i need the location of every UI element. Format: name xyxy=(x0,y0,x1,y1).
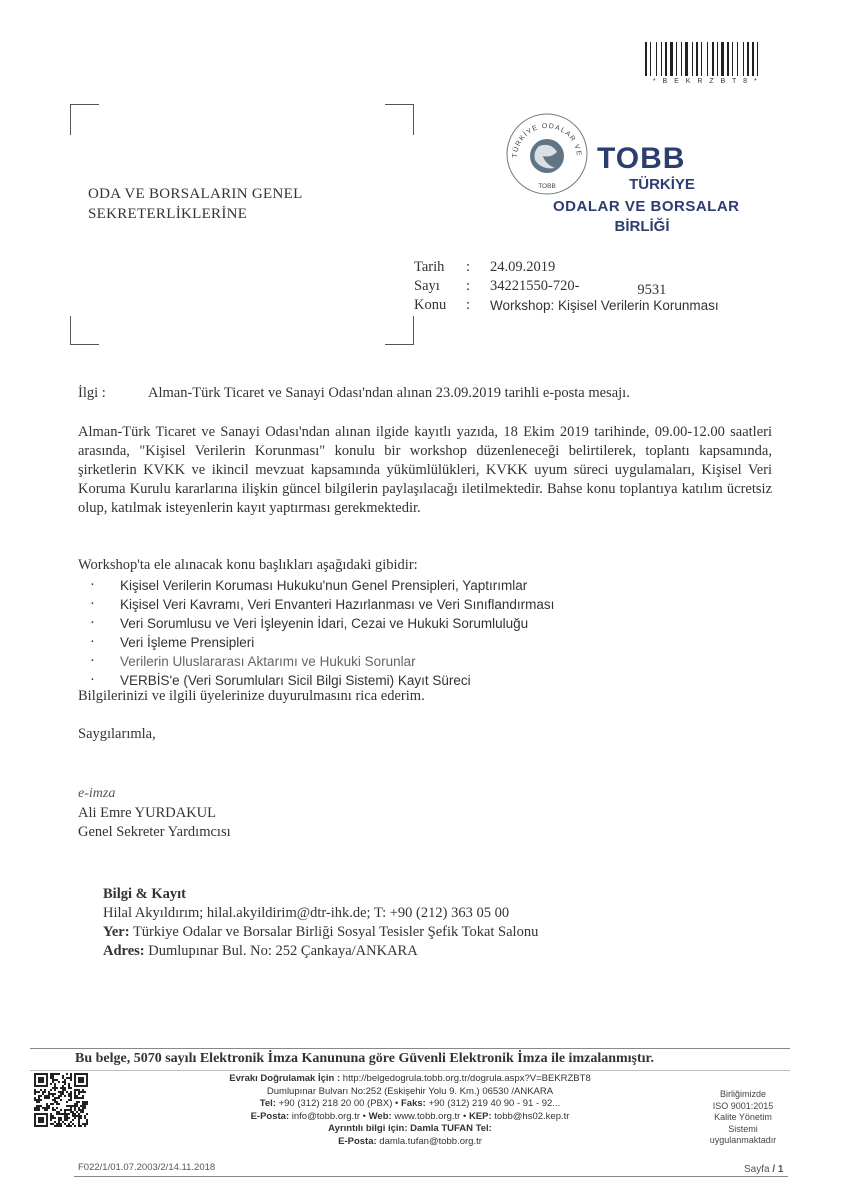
meta-subject-value: Workshop: Kişisel Verilerin Korunması xyxy=(490,298,719,313)
list-item: · Veri Sorumlusu ve Veri İşleyenin İdari, Cezai ve Hukuki Sorumluluğu xyxy=(78,614,554,633)
barcode-bar xyxy=(727,42,729,76)
meta-number-value: 34221550-720- xyxy=(490,278,580,294)
verify-link[interactable]: http://belgedogrula.tobb.org.tr/dogrula.aspx?V=BEKRZBT8 xyxy=(342,1073,591,1084)
barcode-bar xyxy=(745,42,746,76)
tobb-seal-icon xyxy=(505,112,589,196)
info-contact: Hilal Akyıldırım; hilal.akyildirim@dtr-ihk.de; T: +90 (212) 363 05 00 xyxy=(103,905,510,921)
barcode-bar xyxy=(757,42,758,76)
recipient-line1: ODA VE BORSALARIN GENEL xyxy=(88,186,303,202)
barcode-bar xyxy=(683,42,684,76)
barcode-bar xyxy=(717,42,718,76)
tobb-line3: BİRLİĞİ xyxy=(614,218,670,235)
meta-subject-label: Konu xyxy=(414,297,447,313)
footer-bottom-divider xyxy=(74,1176,788,1177)
meta-date-label: Tarih xyxy=(414,259,445,275)
list-item: · Kişisel Veri Kavramı, Veri Envanteri Hazırlanması ve Veri Sınıflandırması xyxy=(78,595,554,614)
footer-tel: +90 (312) 218 20 00 (PBX) xyxy=(278,1098,393,1109)
barcode-bar xyxy=(696,42,698,76)
info-address-row xyxy=(103,942,538,961)
barcode-bar xyxy=(715,42,716,76)
bullet-icon: · xyxy=(90,615,95,631)
reference-text: Alman-Türk Ticaret ve Sanayi Odası'ndan alınan 23.09.2019 tarihli e-posta mesajı. xyxy=(148,385,630,401)
meta-date-row: Tarih : 24.09.2019 xyxy=(414,259,556,275)
footer-contact-person: Damla TUFAN Tel: xyxy=(410,1123,492,1134)
bullet-icon: · xyxy=(90,672,95,688)
info-heading: Bilgi & Kayıt xyxy=(103,886,186,902)
barcode-bars xyxy=(645,42,767,76)
barcode-bar xyxy=(681,42,682,76)
barcode-text: * B E K R Z B T 8 * xyxy=(652,78,760,85)
address-corner-top-right xyxy=(385,104,414,135)
topics-list xyxy=(78,576,554,690)
barcode-bar xyxy=(694,42,695,76)
reference-label: İlgi : xyxy=(78,385,106,401)
e-signature-notice: Bu belge, 5070 sayılı Elektronik İmza Kanununa göre Güvenli Elektronik İmza ile imzalanmıştır. xyxy=(75,1051,654,1066)
barcode-bar xyxy=(658,42,660,76)
meta-number-label: Sayı xyxy=(414,278,440,294)
info-place-row xyxy=(103,923,538,942)
barcode-bar xyxy=(732,42,733,76)
svg-text:TÜRKİYE ODALAR VE BORSALAR BİR: TÜRKİYE ODALAR VE xyxy=(511,122,583,159)
barcode-bar xyxy=(665,42,667,76)
list-item: · Veri İşleme Prensipleri xyxy=(78,633,554,652)
footer-email[interactable]: info@tobb.org.tr xyxy=(291,1110,361,1122)
info-place-value: Türkiye Odalar ve Borsalar Birliği Sosyal Tesisler Şefik Tokat Salonu xyxy=(132,924,539,940)
footer-fax: +90 (312) 219 40 90 - 91 - 92... xyxy=(428,1098,561,1109)
barcode-bar xyxy=(707,42,708,76)
info-address-label: Adres: xyxy=(103,943,145,959)
list-item: · Kişisel Verilerin Koruması Hukuku'nun Genel Prensipleri, Yaptırımlar xyxy=(78,576,554,595)
barcode-bar xyxy=(685,42,688,76)
barcode-bar xyxy=(739,42,742,76)
signer-title: Genel Sekreter Yardımcısı xyxy=(78,824,231,840)
barcode-bar xyxy=(712,42,714,76)
footer-divider-2 xyxy=(30,1070,790,1071)
barcode-bar xyxy=(743,42,744,76)
barcode-bar xyxy=(737,42,738,76)
barcode-bar xyxy=(759,42,762,76)
list-item: · VERBİS'e (Veri Sorumluları Sicil Bilgi Sistemi) Kayıt Süreci xyxy=(78,671,554,690)
address-corner-bottom-left xyxy=(70,316,99,345)
signer-name: Ali Emre YURDAKUL xyxy=(78,805,216,821)
barcode-bar xyxy=(670,42,673,76)
barcode-bar xyxy=(730,42,731,76)
bullet-icon: · xyxy=(90,596,95,612)
bullet-icon: · xyxy=(90,634,95,650)
meta-subject-row: Konu : Workshop: Kişisel Verilerin Korunması xyxy=(414,297,719,313)
barcode-bar xyxy=(721,42,724,76)
regards: Saygılarımla, xyxy=(78,726,156,742)
footer-contact-email[interactable]: damla.tufan@tobb.org.tr xyxy=(379,1135,482,1147)
barcode-bar xyxy=(676,42,677,76)
tobb-line1: TÜRKİYE xyxy=(629,176,695,193)
footer-contact-block: Evrakı Doğrulamak İçin : http://belgedogrula.tobb.org.tr/dogrula.aspx?V=BEKRZBT8 Dumlupınar Bulvarı No:252 (Eskişehir Yolu 9. Km.) 06530 /ANKARA Tel: +90 (312) 218 20 00 (PBX) • Faks: +90 (312) 219 40 90 - 91 - 92... E-Posta: info@tobb.org.tr • Web: www.tobb.org.tr • KEP: tobb@hs02.kep.tr Ayrıntılı bilgi için: Damla TUFAN Tel: E-Posta: damla.tufan@tobb.org.tr xyxy=(170,1073,650,1148)
barcode xyxy=(645,42,767,88)
topics-intro: Workshop'ta ele alınacak konu başlıkları aşağıdaki gibidir: xyxy=(78,557,418,573)
tobb-line2: ODALAR VE BORSALAR xyxy=(553,198,740,215)
barcode-bar xyxy=(668,42,669,76)
barcode-bar xyxy=(747,42,749,76)
info-address-value: Dumlupınar Bul. No: 252 Çankaya/ANKARA xyxy=(148,943,418,959)
bullet-icon: · xyxy=(90,653,95,669)
footer-web[interactable]: www.tobb.org.tr xyxy=(394,1110,461,1122)
barcode-bar xyxy=(652,42,655,76)
barcode-bar xyxy=(709,42,711,76)
body-paragraph: Alman-Türk Ticaret ve Sanayi Odası'ndan alınan ilgide kayıtlı yazıda, 18 Ekim 2019 tarihinde, 09.00-12.00 saatleri arasında, "Kişisel Verilerin Korunması" konulu bir workshop düzenleneceği belirtilerek, toplantı kapsamında, şirketlerin KVKK ve ikincil mevzuat kapsamında yükümlülükleri, KVKK uyum süreci uygulamaları, Kişisel Veri Koruma Kurulu kararlarına ilişkin güncel bilgilerin paylaşılacağı iletilmektedir. Bahse konu toplantıya katılım ücretsiz olup, katılmak isteyenlerin kayıt yaptırması gerekmektedir. xyxy=(78,424,772,516)
recipient-block xyxy=(88,184,303,224)
barcode-bar xyxy=(689,42,691,76)
e-signature-mark: e-imza xyxy=(78,786,116,801)
barcode-bar xyxy=(750,42,751,76)
tobb-seal-logo xyxy=(505,112,589,201)
barcode-bar xyxy=(674,42,675,76)
meta-number-suffix: 9531 xyxy=(637,282,667,298)
meta-date-value: 24.09.2019 xyxy=(490,259,556,275)
tobb-wordmark: TOBB xyxy=(597,142,686,175)
recipient-line2: SEKRETERLİKLERİNE xyxy=(88,206,248,222)
info-block xyxy=(103,885,538,961)
page-number: Sayfa / 1 xyxy=(744,1164,784,1175)
barcode-bar xyxy=(650,42,651,76)
address-corner-top-left xyxy=(70,104,99,135)
address-corner-bottom-right xyxy=(385,316,414,345)
document-meta xyxy=(414,258,719,315)
barcode-bar xyxy=(703,42,706,76)
barcode-bar xyxy=(719,42,720,76)
verify-label: Evrakı Doğrulamak İçin : xyxy=(229,1073,341,1084)
barcode-bar xyxy=(648,42,649,76)
barcode-bar xyxy=(701,42,702,76)
barcode-bar xyxy=(734,42,736,76)
closing-sentence: Bilgilerinizi ve ilgili üyelerinize duyurulmasını rica ederim. xyxy=(78,688,425,704)
footer-divider xyxy=(30,1048,790,1049)
barcode-bar xyxy=(656,42,657,76)
barcode-bar xyxy=(755,42,756,76)
form-code: F022/1/01.07.2003/2/14.11.2018 xyxy=(78,1162,216,1173)
info-place-label: Yer: xyxy=(103,924,130,940)
barcode-bar xyxy=(699,42,700,76)
barcode-bar xyxy=(692,42,693,76)
iso-notice: Birliğimizde ISO 9001:2015 Kalite Yönetim Sistemi uygulanmaktadır xyxy=(709,1089,777,1145)
barcode-bar xyxy=(663,42,664,76)
footer-kep[interactable]: tobb@hs02.kep.tr xyxy=(494,1110,570,1122)
qr-code-icon xyxy=(34,1073,88,1127)
barcode-bar xyxy=(725,42,726,76)
barcode-bar xyxy=(645,42,647,76)
meta-number-row: Sayı : 34221550-720- 9531 xyxy=(414,278,667,298)
footer-address: Dumlupınar Bulvarı No:252 (Eskişehir Yolu 9. Km.) 06530 /ANKARA xyxy=(266,1085,554,1097)
barcode-bar xyxy=(752,42,754,76)
barcode-bar xyxy=(678,42,680,76)
bullet-icon: · xyxy=(90,577,95,593)
svg-text:TOBB: TOBB xyxy=(538,183,556,190)
reference-line xyxy=(78,385,630,402)
barcode-bar xyxy=(661,42,662,76)
list-item: · Verilerin Uluslararası Aktarımı ve Hukuki Sorunlar xyxy=(78,652,554,671)
